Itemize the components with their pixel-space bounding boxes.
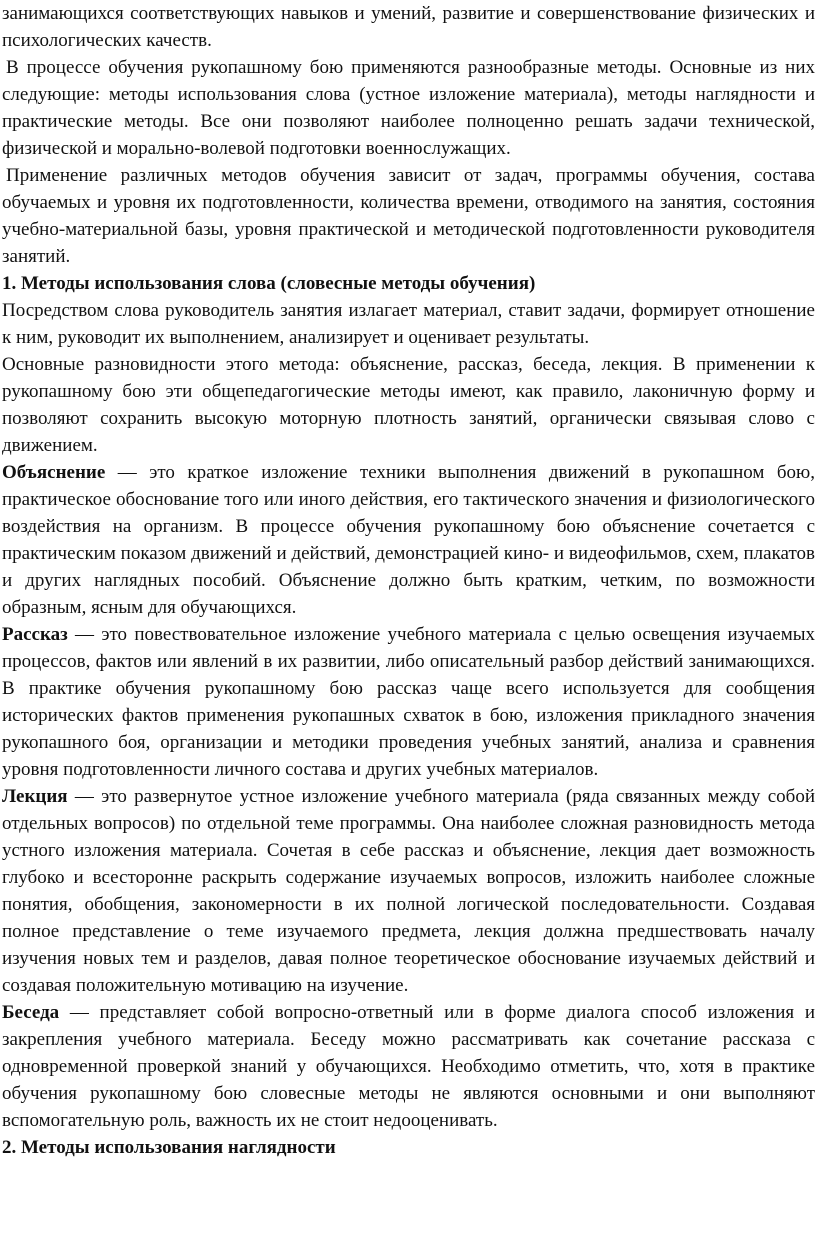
paragraph-conversation [2, 999, 815, 1134]
paragraph-story [2, 621, 815, 783]
section-heading-word-methods: 1. Методы использования слова (словесные методы обучения) [2, 273, 536, 294]
term-conversation: Беседа [2, 1002, 60, 1023]
paragraph-methods: В процессе обучения рукопашному бою применяются разнообразные методы. Основные из них следующие: методы использования слова (устное изложение материала), методы наглядности и практические методы. Все они позволяют наиболее полноценно решать задачи технической, физической и морально-волевой подготовки военнослужащих. [2, 57, 815, 159]
conversation-definition: — представляет собой вопросно-ответный или в форме диалога способ изложения и закрепления учебного материала. Беседу можно рассматривать как сочетание рассказа с одновременной проверкой знаний у обучающихся. Необходимо отметить, что, хотя в практике обучения рукопашному бою словесные методы не являются основными и они выполняют вспомогательную роль, важность их не стоит недооценивать. [2, 1002, 815, 1131]
section-heading-visual-methods: 2. Методы использования наглядности [2, 1137, 336, 1158]
document-page [2, 0, 815, 1161]
paragraph-word-varieties: Основные разновидности этого метода: объяснение, рассказ, беседа, лекция. В применении к рукопашному бою эти общепедагогические методы имеют, как правило, лаконичную форму и позволяют сохранить высокую моторную плотность занятий, органически связывая слово с движением. [2, 354, 815, 456]
term-story: Рассказ [2, 624, 68, 645]
paragraph-application: Применение различных методов обучения зависит от задач, программы обучения, состава обучаемых и уровня их подготовленности, количества времени, отводимого на занятия, состояния учебно-материальной базы, уровня практической и методической подготовленности руководителя занятий. [2, 165, 815, 267]
explanation-definition: — это краткое изложение техники выполнения движений в рукопашном бою, практическое обоснование того или иного действия, его тактического значения и физиологического воздействия на организм. В процессе обучения рукопашному бою объяснение сочетается с практическим показом движений и действий, демонстрацией кино- и видеофильмов, схем, плакатов и других наглядных пособий. Объяснение должно быть кратким, четким, по возможности образным, ясным для обучающихся. [2, 462, 815, 618]
term-explanation: Объяснение [2, 462, 106, 483]
lecture-definition: — это развернутое устное изложение учебного материала (ряда связанных между собой отдельных вопросов) по отдельной теме программы. Она наиболее сложная разновидность метода устного изложения материала. Сочетая в себе рассказ и объяснение, лекция дает возможность глубоко и всесторонне раскрыть содержание изучаемых вопросов, изложить наиболее сложные понятия, обобщения, закономерности в их полной логической последовательности. Создавая полное представление о теме изучаемого предмета, лекция должна предшествовать началу изучения новых тем и разделов, давая полное теоретическое обоснование изучаемых действий и создавая положительную мотивацию на изучение. [2, 786, 815, 996]
paragraph-word-purpose: Посредством слова руководитель занятия излагает материал, ставит задачи, формирует отношение к ним, руководит их выполнением, анализирует и оценивает результаты. [2, 300, 815, 348]
term-lecture: Лекция [2, 786, 68, 807]
paragraph-lecture [2, 783, 815, 999]
paragraph-intro-end: занимающихся соответствующих навыков и умений, развитие и совершенствование физических и психологических качеств. [2, 3, 815, 51]
paragraph-explanation [2, 459, 815, 621]
story-definition: — это повествовательное изложение учебного материала с целью освещения изучаемых процессов, фактов или явлений в их развитии, либо описательный разбор действий занимающихся. В практике обучения рукопашному бою рассказ чаще всего используется для сообщения исторических фактов применения рукопашных схваток в бою, изложения прикладного значения рукопашного боя, организации и методики проведения учебных занятий, анализа и сравнения уровня подготовленности личного состава и других учебных материалов. [2, 624, 815, 780]
